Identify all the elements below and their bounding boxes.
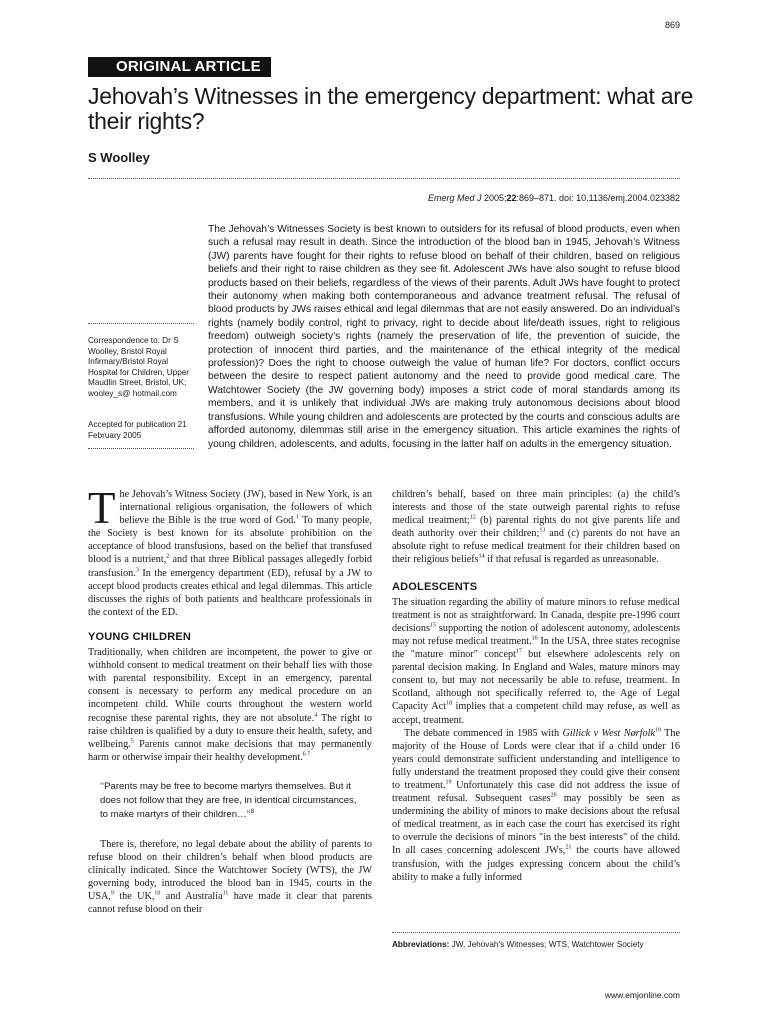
reference-marker: 11: [222, 890, 229, 897]
principles-paragraph: children’s behalf, based on three main principles: (a) the child’s interests and those of the state outweigh parental rights to refuse medical treatment;$^{12}$ (b) parental rights do not give parents life and death authority over their children;$^{13}$ and (c) parents do not have an absolute right to refuse medical treatment for their children based on their religious beliefs$^{14}$ if that refusal is regarded as unreasonable.: [392, 489, 681, 566]
reference-marker: 19: [654, 727, 661, 734]
citation: [428, 193, 680, 203]
reference-marker: 20: [550, 792, 557, 799]
article-title: Jehovah’s Witnesses in the emergency department: what are their rights?: [88, 83, 694, 134]
reference-marker: 21: [565, 845, 572, 852]
sidebar-divider-bottom: [88, 448, 194, 449]
reference-marker: 16: [531, 635, 538, 642]
reference-marker: 4: [314, 712, 318, 719]
author-name: S Woolley: [88, 150, 150, 165]
reference-marker: 19: [445, 779, 452, 786]
adolescents-paragraph: The situation regarding the ability of mature minors to refuse medical treatment is not as straightforward. In Canada, despite pre-1996 court decisions$^{15}$ supporting the notion of adolescent autonomy, adolescents may not refuse medical treatment.$^{16}$ In the USA, three states recognise the "mature minor" concept$^{17}$ but elsewhere adolescents rely on parental decision making. In England and Wales, mature minors may consent to, but may not necessarily be able to refuse, treatment. In Scotland, although not specifically referred to, the Age of Legal Capacity Act$^{18}$ implies that a competent child may refuse, as well as accept, treatment.: [392, 596, 681, 726]
abbreviations-label: Abbreviations:: [392, 940, 450, 949]
reference-marker: 14: [478, 554, 485, 561]
abstract: The Jehovah’s Witnesses Society is best known to outsiders for its refusal of blood products, even when such a refusal may result in death. Since the introduction of the blood ban in 1945, Jehovah’s Witness (JW) parents have fought for their rights to refuse blood on behalf of their children, based on religious beliefs and their right to raise children as they see fit. Adolescent JWs have also sought to refuse blood products based on their beliefs, regardless of the views of their parents. Adult JWs have fought to protect their autonomy when making both contemporaneous and advance treatment refusal. The refusal of blood products by JWs raises ethical and legal dilemmas that are not easily answered. Do an individual’s rights (namely bodily control, right to privacy, right to decide about life/death issues, right to religious freedom) outweigh society’s rights (namely the preservation of life, the prevention of suicide, the protection of innocent third parties, and the maintenance of the ethical integrity of the medical profession)? Does the right to choose outweigh the value of human life? For doctors, conflict occurs between the desire to respect patient autonomy and the need to provide good medical care. The Watchtower Society (the JW governing body) imposes a strict code of moral standards among its members, and it is unlikely that individual JWs are making truly autonomous decisions about blood transfusions. While young children and adolescents are protected by the courts and conscious adults are afforded autonomy, dilemmas still arise in the emergency situation. This article examines the rights of young children, adolescents, and adults, focusing in the latter half on adults in the emergency situation.: [208, 224, 680, 450]
body-column-left: [88, 483, 372, 916]
intro-paragraph: The Jehovah’s Witness Society (JW), based in New York, is an international religious organisation, the followers of which believe the Bible is the true word of God.$^1$ To many people, the Society is best known for its absolute prohibition on the acceptance of blood transfusions, based on the belief that transfused blood is a nutrient,$^2$ and that three Biblical passages allegedly forbid transfusion.$^3$ In the emergency department (ED), refusal by a JW to accept blood products creates ethical and legal dilemmas. This article discusses the rights of both patients and healthcare professionals in the context of the ED.: [88, 483, 372, 618]
citation-volume: 22: [506, 193, 517, 203]
body-column-right: [392, 488, 680, 884]
abbreviations-note: [392, 940, 682, 949]
abbreviations-divider: [392, 932, 680, 933]
header-divider: [88, 178, 680, 179]
reference-marker: 3: [135, 567, 139, 574]
sidebar-divider-top: [88, 323, 194, 324]
citation-pages-doi: :869–871. doi: 10.1136/emj.2004.023382: [516, 193, 680, 203]
page-number: 869: [664, 20, 680, 30]
reference-marker: 9: [110, 890, 114, 897]
section-heading-adolescents: ADOLESCENTS: [392, 580, 478, 593]
reference-marker: 6 7: [302, 751, 311, 758]
case-name: Gillick v West Nørfolk: [562, 727, 655, 739]
reference-marker: 2: [166, 554, 170, 561]
reference-marker: 18: [445, 701, 452, 708]
reference-marker: 5: [130, 738, 134, 745]
accepted-date-note: Accepted for publication 21 February 2005: [88, 420, 187, 440]
reference-marker: 10: [154, 890, 161, 897]
abbreviations-text: JW, Jehovah’s Witnesses; WTS, Watchtower Society: [449, 940, 644, 949]
pull-quote: ‘‘Parents may be free to become martyrs themselves. But it does not follow that they are free, in identical circumstances, to make martyrs of their children…’’$^8$: [100, 780, 357, 820]
reference-marker: 8: [250, 808, 255, 815]
blood-ban-paragraph: There is, therefore, no legal debate about the ability of parents to refuse blood on their children’s behalf when blood products are clinically indicated. Since the Watchtower Society (WTS), the JW governing body, introduced the blood ban in 1945, courts in the USA,$^9$ the UK,$^{10}$ and Australia$^{11}$ have made it clear that parents cannot refuse blood on their: [88, 838, 372, 916]
citation-journal: Emerg Med J: [427, 193, 482, 203]
correspondence-note: Correspondence to: Dr S Woolley, Bristol Royal Infirmary/Bristol Royal Hospital for Children, Upper Maudlin Street, Bristol, UK; wooley_s@ hotmail.com: [88, 336, 190, 398]
reference-marker: 13: [539, 527, 546, 534]
section-heading-young-children: YOUNG CHILDREN: [88, 630, 192, 643]
debate-paragraph: The debate commenced in 1985 with Gillick v West Nørfolk$^{19}$ The majority of the House of Lords were clear that if a child under 16 years could demonstrate sufficient understanding and intelligence to fully understand the treatment proposed they could give their consent to treatment.$^{19}$ Unfortunately this case did not address the issue of treatment refusal. Subsequent cases$^{20}$ may possibly be seen as undermining the ability of minors to make decisions about the refusal of medical treatment, as in each case the court has exercised its right to overrule the decisions of minors "in the best interests" of the child. In all cases concerning adolescent JWs,$^{21}$ the courts have allowed transfusion, with the judges expressing concern about the child’s ability to make a fully informed: [392, 727, 680, 883]
reference-marker: 17: [515, 648, 522, 655]
footer-url[interactable]: www.emjonline.com: [604, 990, 680, 1000]
reference-marker: 1: [295, 514, 299, 521]
section-label: ORIGINAL ARTICLE: [88, 57, 271, 77]
citation-year: 2005;: [481, 193, 507, 203]
reference-marker: 15: [429, 622, 436, 629]
drop-cap: T: [88, 483, 116, 533]
young-children-paragraph: Traditionally, when children are incompetent, the power to give or withhold consent to medical treatment on their behalf lies with those with parental responsibility. Except in an emergency, parental consent is necessary to perform any medical procedure on an incompetent child. While courts throughout the western world recognise these parental rights, they are not absolute.$^4$ The right to raise children is qualified by a duty to ensure their health, safety, and wellbeing.$^5$ Parents cannot make decisions that may permanently harm or otherwise impair their healthy development.$^{6 7}$: [88, 647, 372, 763]
reference-marker: 12: [469, 514, 476, 521]
